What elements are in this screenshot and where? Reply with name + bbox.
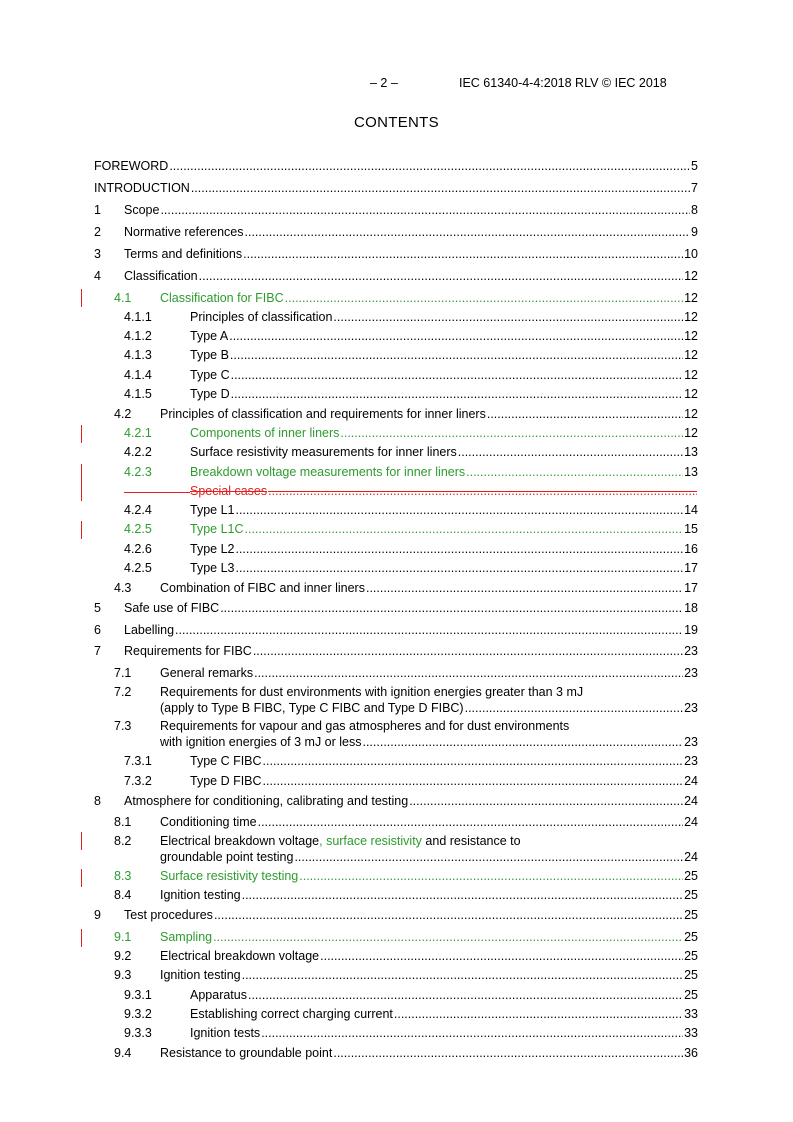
change-bar (81, 464, 82, 501)
change-bar (81, 929, 82, 947)
change-bar (81, 869, 82, 887)
contents-title: CONTENTS (354, 114, 439, 131)
document-reference: IEC 61340-4-4:2018 RLV © IEC 2018 (459, 76, 667, 90)
change-bar (81, 425, 82, 443)
toc-entry[interactable]: 8.2 Electrical breakdown voltage, surface resistivity and resistance to groundable point testing ..... 24 (94, 834, 698, 868)
toc-entry[interactable]: 7.3 Requirements for vapour and gas atmospheres and for dust environments with ignition energies of 3 mJ or less ..... 23 (94, 719, 698, 753)
change-bar (81, 521, 82, 539)
change-bar (81, 289, 82, 307)
page-number: – 2 – (370, 76, 398, 90)
table-of-contents: FOREWORD ..... 5 INTRODUCTION ..... 7 1 Scope ..... 8 2 Normative references ..... 9 3 Terms and definitions ..... 10 4 Classification ..... 12 4.1 Classification for FIBC ..... 12 4.1.1 Principles of classification ..... 12 4.1.2 Type A ..... 12 4.1.3 Type B ..... 12 4.1.4 Type C ..... 12 4.1.5 Type D ..... 12 4.2 Principles of classification and requirements for inner liners ..... 12 4.2.1 Components of inner liners ..... 12 4.2.2 Surface resistivity measurements for inner liners ..... 13 4.2.3 Breakdown voltage measurements for inner liners ..... 13 Special cases ..... 4.2.4 Type L1 ..... 14 4.2.5 Type L1C ..... 15 4.2.6 Type L2 ..... 16 4.2.5 Type L3 ..... 17 4.3 Combination of FIBC and inner liners ..... 17 5 Safe use of FIBC ..... 18 6 Labelling ..... 19 7 Requirements for FIBC ..... 23 7.1 General remarks ..... 23 7.2 Requirements for dust environments with ignition energies greater than 3 mJ (apply to Type B FIBC, Type C FIBC and Type D FIBC) ..... 23 7.3 Requirements for vapour and gas atmospheres and for dust environments with ignition energies of 3 mJ or less ..... 23 7.3.1 Type C FIBC ..... 23 7.3.2 Type D FIBC ..... 24 8 Atmosphere for conditioning, calibrating and testing ..... 24 8.1 Conditioning time ..... 24 8.2 Electrical breakdown voltage, surface resistivity and resistance to groundable point testing ..... 24 8.3 Surface resistivity testing ..... 25 8.4 Ignition testing ..... 25 9 Test procedures ..... 25 9.1 Sampling ..... 25 9.2 Electrical breakdown voltage ..... 25 9.3 Ignition testing ..... 25 9.3.1 Apparatus ..... 25 9.3.2 Establishing correct charging current ..... 33 9.3.3 Ignition tests ..... 33 9.4 Resistance to groundable point ..... 36 (0, 0, 793, 1122)
change-bar (81, 832, 82, 850)
toc-entry[interactable]: 7.2 Requirements for dust environments with ignition energies greater than 3 mJ (apply to Type B FIBC, Type C FIBC and Type D FIBC) ..... 23 (94, 685, 698, 719)
strikethrough-line (124, 492, 190, 493)
